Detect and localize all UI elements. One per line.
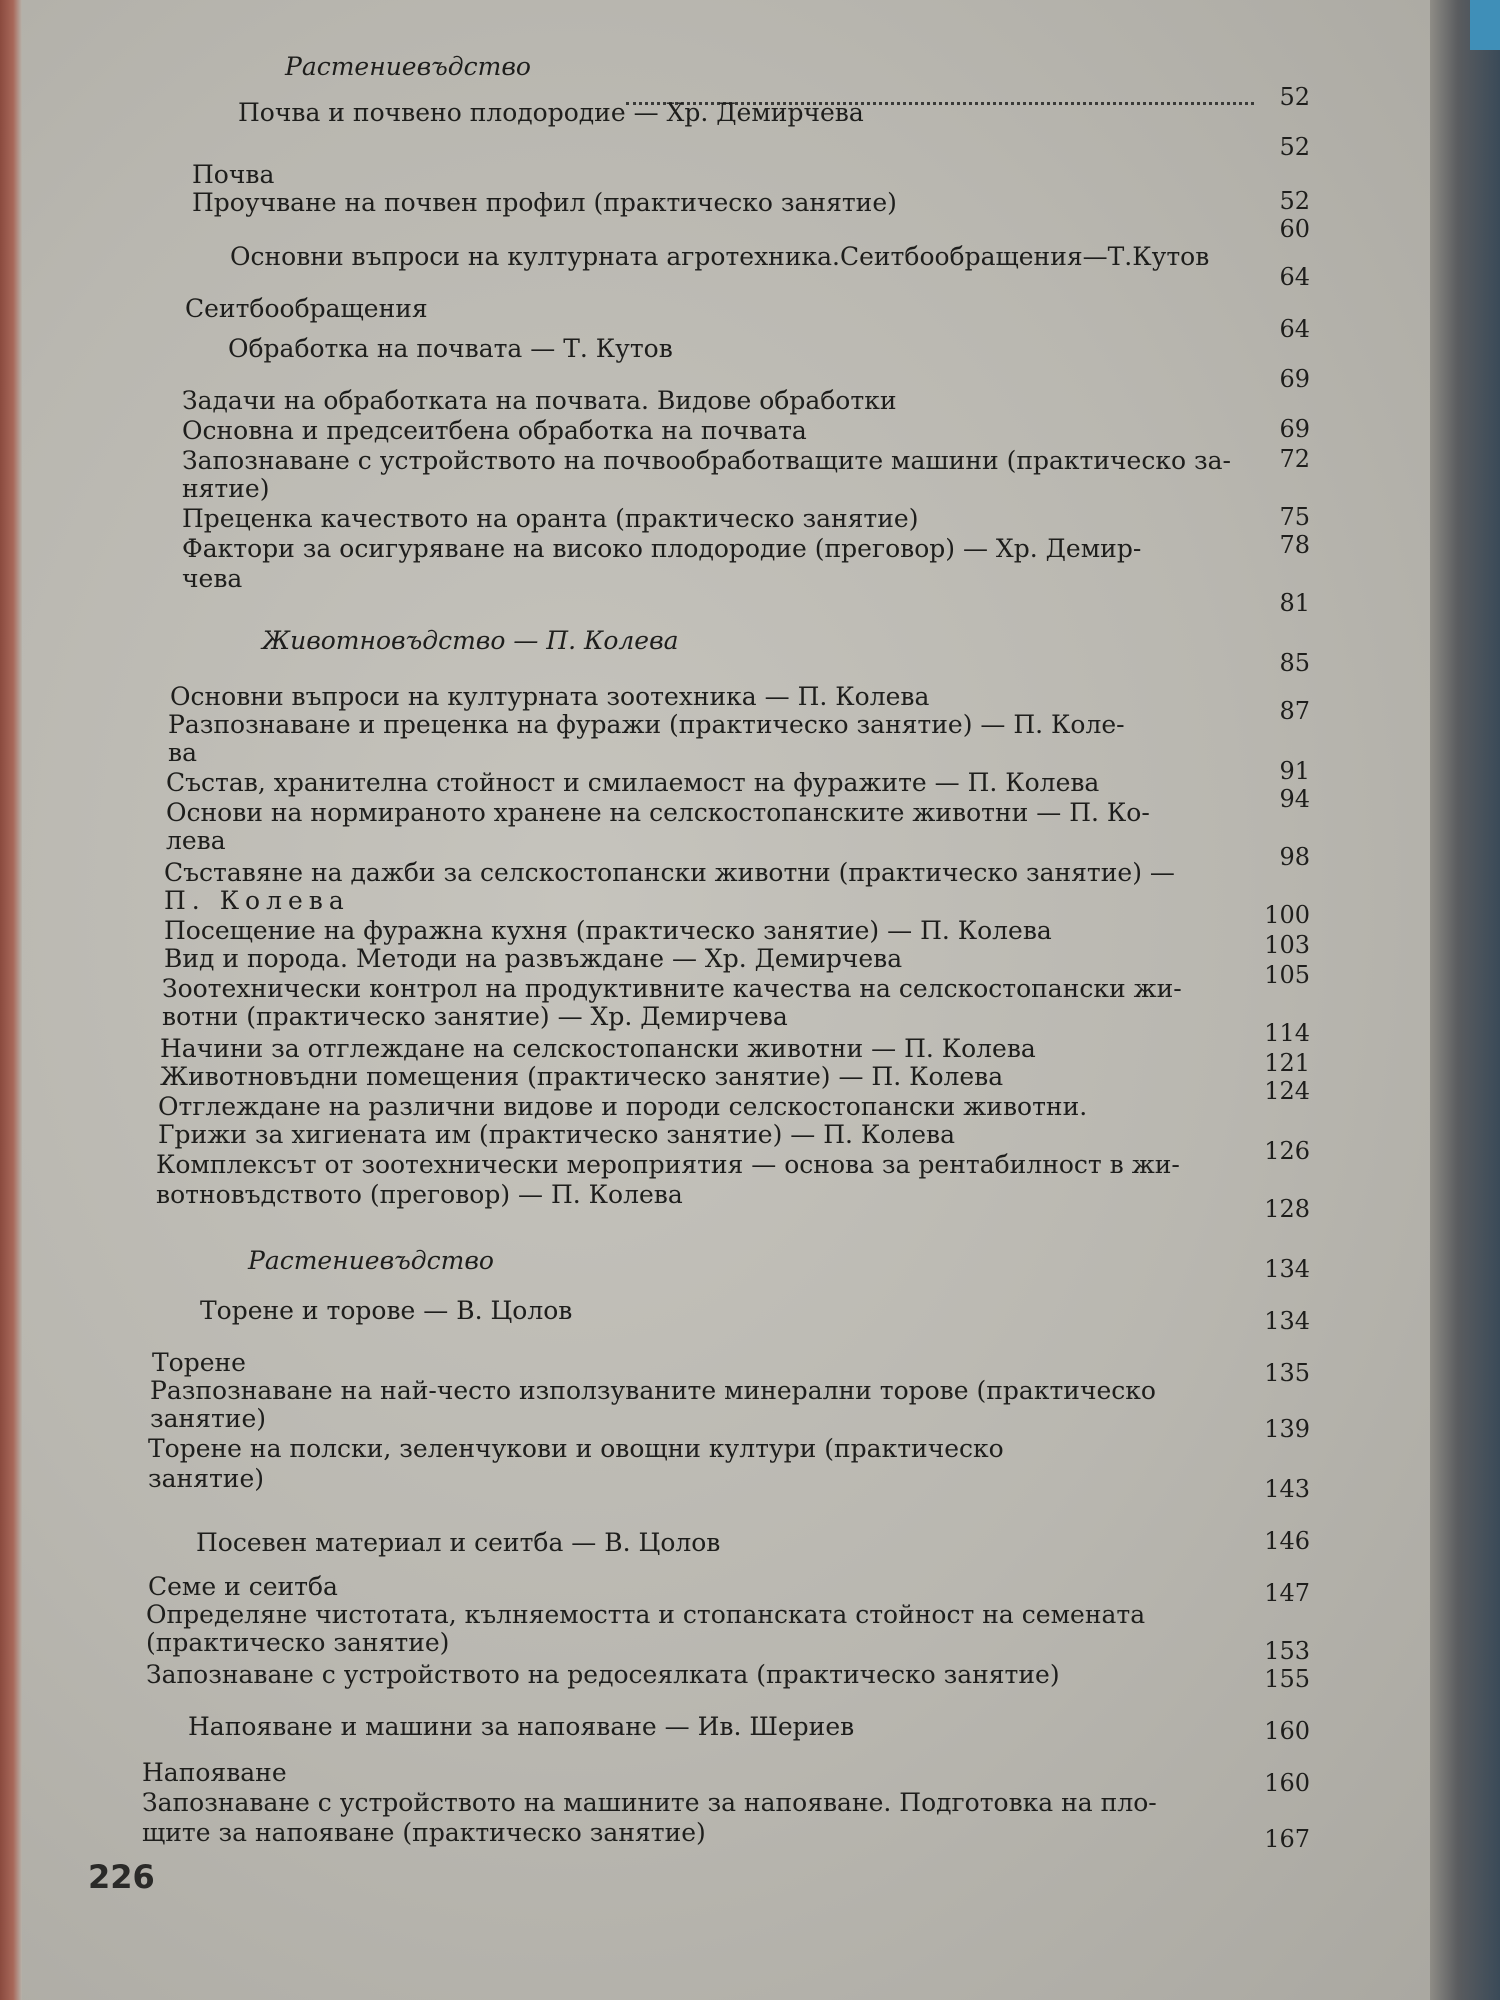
toc-entry: Торене на полски, зеленчукови и овощни култури (практическо (148, 1434, 1004, 1463)
toc-entry: Обработка на почвата — Т. Кутов (228, 334, 673, 363)
page-ref: 100 (1264, 901, 1310, 929)
toc-entry: Почва (192, 160, 275, 189)
page-ref: 105 (1264, 961, 1310, 989)
toc-entry-continuation: нятие) (182, 474, 270, 503)
toc-entry: Основна и предсеитбена обработка на почвата (182, 416, 807, 445)
page-ref: 126 (1264, 1137, 1310, 1165)
page-ref: 94 (1279, 785, 1310, 813)
page-ref: 64 (1279, 315, 1310, 343)
toc-entry-continuation: Грижи за хигиената им (практическо занятие) — П. Колева (158, 1120, 955, 1149)
toc-entry: Напояване и машини за напояване — Ив. Шериев (188, 1712, 855, 1741)
toc-entry: Торене (152, 1348, 246, 1377)
toc-entry-continuation: ва (168, 738, 197, 767)
page-ref: 139 (1264, 1415, 1310, 1443)
page-ref: 64 (1279, 263, 1310, 291)
toc-entry: Вид и порода. Методи на развъждане — Хр. Демирчева (164, 944, 903, 973)
page-ref: 72 (1279, 445, 1310, 473)
page-ref: 103 (1264, 931, 1310, 959)
toc-entry: Начини за отглеждане на селскостопански животни — П. Колева (160, 1034, 1036, 1063)
toc-entry: Посевен материал и сеитба — В. Цолов (196, 1528, 721, 1557)
page-ref: 85 (1279, 649, 1310, 677)
page-ref: 146 (1264, 1527, 1310, 1555)
toc-entry: Напояване (142, 1758, 287, 1787)
section-heading: Животновъдство — П. Колева (262, 626, 679, 655)
page-ref: 121 (1264, 1049, 1310, 1077)
toc-entry: Семе и сеитба (148, 1572, 338, 1601)
toc-entry: Посещение на фуражна кухня (практическо занятие) — П. Колева (164, 916, 1052, 945)
page-ref: 98 (1279, 843, 1310, 871)
toc-entry-continuation: (практическо занятие) (146, 1628, 450, 1657)
toc-entry-continuation: вотновъдството (преговор) — П. Колева (156, 1180, 683, 1209)
book-edge (1430, 0, 1500, 2000)
page-ref: 60 (1279, 215, 1310, 243)
page-number: 226 (88, 1858, 155, 1896)
toc-entry: Торене и торове — В. Цолов (200, 1296, 573, 1325)
toc-entry: Състав, хранителна стойност и смилаемост на фуражите — П. Колева (166, 768, 1100, 797)
toc-entry: Комплексът от зоотехнически мероприятия — основа за рентабилност в жи- (156, 1150, 1180, 1179)
page-ref: 153 (1264, 1637, 1310, 1665)
page-ref: 147 (1264, 1579, 1310, 1607)
book-spine (0, 0, 22, 2000)
toc-entry: Животновъдни помещения (практическо занятие) — П. Колева (160, 1062, 1004, 1091)
toc-entry: Задачи на обработката на почвата. Видове обработки (182, 386, 897, 415)
page-ref: 78 (1279, 531, 1310, 559)
toc-entry: Запознаване с устройството на почвообработващите машини (практическо за- (182, 446, 1231, 475)
page-ref: 75 (1279, 503, 1310, 531)
toc-entry: Съставяне на дажби за селскостопански животни (практическо занятие) — (164, 858, 1175, 887)
page-ref: 91 (1279, 757, 1310, 785)
toc-entry: Сеитбообращения (185, 294, 428, 323)
page-ref: 143 (1264, 1475, 1310, 1503)
page-ref: 167 (1264, 1825, 1310, 1853)
toc-entry: Основни въпроси на културната зоотехника — П. Колева (170, 682, 930, 711)
toc-entry: Основи на нормираното хранене на селскостопанските животни — П. Ко- (166, 798, 1150, 827)
page-ref: 52 (1279, 83, 1310, 111)
page-ref: 87 (1279, 697, 1310, 725)
page-ref: 69 (1279, 365, 1310, 393)
page-ref: 160 (1264, 1769, 1310, 1797)
toc-entry-continuation: вотни (практическо занятие) — Хр. Демирчева (162, 1002, 788, 1031)
page-ref: 69 (1279, 415, 1310, 443)
toc-entry: Фактори за осигуряване на високо плодородие (преговор) — Хр. Демир- (182, 534, 1142, 563)
toc-entry-continuation: П. Колева (164, 886, 350, 915)
toc-entry: Разпознаване на най-често използуваните минерални торове (практическо (150, 1376, 1156, 1405)
page-ref: 52 (1279, 133, 1310, 161)
toc-entry: Почва и почвено плодородие — Хр. Демирчева (238, 98, 864, 127)
cover-edge (1470, 0, 1500, 50)
toc-entry: Преценка качеството на оранта (практическо занятие) (182, 504, 919, 533)
toc-entry: Отглеждане на различни видове и породи селскостопански животни. (158, 1092, 1088, 1121)
toc-entry-continuation: щите за напояване (практическо занятие) (142, 1818, 706, 1847)
toc-entry: Разпознаване и преценка на фуражи (практическо занятие) — П. Коле- (168, 710, 1125, 739)
toc-entry-continuation: занятие) (150, 1404, 267, 1433)
toc-entry: Запознаване с устройството на машините за напояване. Подготовка на пло- (142, 1788, 1157, 1817)
toc-entry-continuation: занятие) (148, 1464, 265, 1493)
page-ref: 128 (1264, 1195, 1310, 1223)
toc-entry-continuation: чева (182, 564, 243, 593)
section-heading: Растениевъдство (248, 1246, 494, 1275)
page-ref: 155 (1264, 1665, 1310, 1693)
page-ref: 160 (1264, 1717, 1310, 1745)
page-ref: 81 (1279, 589, 1310, 617)
section-heading: Растениевъдство (285, 52, 531, 81)
page-ref: 134 (1264, 1307, 1310, 1335)
toc-entry: Основни въпроси на културната агротехника.Сеитбообращения—Т.Кутов (230, 242, 1210, 271)
toc-entry: Проучване на почвен профил (практическо занятие) (192, 188, 897, 217)
page-ref: 134 (1264, 1255, 1310, 1283)
toc-entry-continuation: лева (166, 826, 226, 855)
toc-entry: Определяне чистотата, кълняемостта и стопанската стойност на семената (146, 1600, 1146, 1629)
page-ref: 52 (1279, 187, 1310, 215)
toc-entry: Зоотехнически контрол на продуктивните качества на селскостопански жи- (162, 974, 1182, 1003)
page-ref: 114 (1264, 1019, 1310, 1047)
toc-entry: Запознаване с устройството на редосеялката (практическо занятие) (146, 1660, 1060, 1689)
page-ref: 124 (1264, 1077, 1310, 1105)
page-ref: 135 (1264, 1359, 1310, 1387)
